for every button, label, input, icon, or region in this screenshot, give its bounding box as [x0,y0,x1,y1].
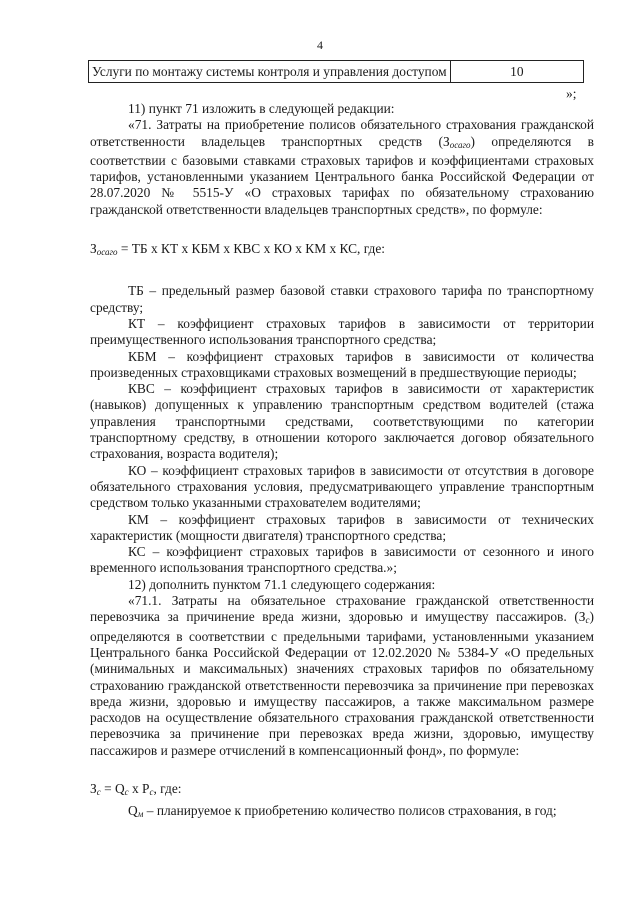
formula2-z: З [90,780,97,796]
quote-close: »; [566,86,577,101]
formula-rhs: = ТБ х КТ х КБМ х КВС х КО х КМ х КС, где: [117,241,386,257]
definition-kbm: КБМ – коэффициент страховых тарифов в зависимости от количества произведенных страховщиками страховых возмещений в предшествующие периоды; [90,348,594,380]
qm-symbol: Q [128,803,138,819]
definition-kvs: КВС – коэффициент страховых тарифов в зависимости от характеристик (навыков) допущенных к управлению транспортным средством водителей (стажа управления транспортными средствами, соответствующими по категории транспортному средству, в отношении которого заключается договор обязательного страхования, возраста водителя); [90,381,594,462]
service-value-cell: 10 [450,61,583,83]
document-body [90,101,594,823]
item-711-text-a: «71.1. Затраты на обязательное страхование гражданской ответственности перевозчика за причинение вреда жизни, здоровью и имуществу пассажиров. (З [90,593,594,625]
formula2-times: х Р [128,780,150,796]
page-number: 4 [317,38,323,52]
item-12-intro: 12) дополнить пунктом 71.1 следующего содержания: [128,576,436,592]
qm-text: – планируемое к приобретению количество полисов страхования, в год; [143,803,557,819]
item-711-paragraph [90,593,594,759]
item-71-paragraph [90,117,594,218]
definition-ko: КО – коэффициент страховых тарифов в зависимости от отсутствия в договоре обязательного страхования условия, предусматривающего управление транспортным средством только указанными страхователем водителями; [90,462,594,511]
formula2-tail: , где: [153,780,182,796]
definition-qm [90,803,594,822]
definition-tb: ТБ – предельный размер базовой ставки страхового тарифа по транспортному средству; [90,283,594,315]
service-name-cell: Услуги по монтажу системы контроля и управления доступом [89,61,451,83]
formula-carrier [90,781,594,800]
formula2-eq: = Q [100,780,125,796]
formula-osago [90,241,594,260]
table-row [89,61,584,83]
item-71-rest: ) определяются в соответствии с базовыми ставками страховых тарифов и коэффициентами страховых тарифов, установленными указанием Центрального банка Российской Федерации от 28.07.2020 № 5515-У «О страховых тарифах по обязательному страхованию гражданской ответственности владельцев транспортных средств», по формуле: [90,133,594,217]
definition-km: КМ – коэффициент страховых тарифов в зависимости от технических характеристик (мощности двигателя) транспортного средства; [90,511,594,543]
definition-kt: КТ – коэффициент страховых тарифов в зависимости от территории преимущественного использования транспортного средства; [90,315,594,348]
item-71-subscript: осаго [449,139,471,150]
item-711-subscript: с [585,615,590,626]
formula-lhs-subscript: осаго [96,247,118,258]
services-table [88,60,584,83]
qm-subscript: м [137,809,144,820]
definition-ks: КС – коэффициент страховых тарифов в зависимости от сезонного и иного временного использования транспортного средства.»; [90,544,594,576]
formula-lhs: З [90,241,97,257]
formula2-q-subscript: с [124,786,129,797]
item-711-text-b: ) определяются в соответствии с предельными тарифами, установленными указанием Центрального банка Российской Федерации от 12.02.2020 № 5384-У «О предельных (минимальных и максимальных) значениях страховых тарифов по обязательному страхованию гражданской ответственности перевозчика за причинение при перевозках вреда жизни, здоровью и имуществу пассажиров, а также максимальном размере расходов на осуществление обязательного страхования гражданской ответственности перевозчика за причинение при перевозках вреда жизни, здоровью, имуществу пассажиров и размере отчислений в компенсационный фонд», по формуле: [90,609,594,758]
formula2-z-subscript: с [96,786,101,797]
item-71-text: «71. Затраты на приобретение полисов обязательного страхования гражданской ответственности владельцев транспортных средств (З [90,117,594,149]
item-11-intro: 11) пункт 71 изложить в следующей редакции: [128,101,395,116]
formula2-p-subscript: с [149,786,154,797]
